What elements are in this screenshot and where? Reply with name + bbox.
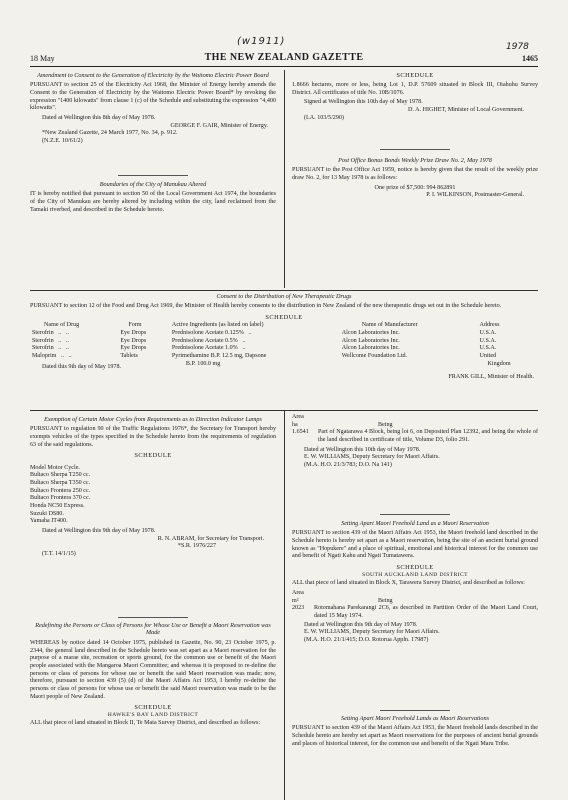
dated-line: Dated at Wellington this 9th day of May 1978. (304, 621, 418, 628)
list-item: Bultaco Frontera 250 cc. (30, 487, 91, 494)
drug-form: Tablets (120, 352, 138, 359)
list-item: Bultaco Frontera 370 cc. (30, 495, 91, 502)
notice-body: PURSUANT to section 439 of the Maori Affairs Act 1953, the Maori freehold lands described in the Schedule hereto are hereby set apart as Maori reservations for the purposes of ancient burial grounds and places of historical interest, for the common use and benefit of the Ngati Maru Tribe. (292, 725, 538, 747)
signature: GEORGE F. GAIR, Minister of Energy. (170, 122, 268, 129)
drug-ingredient: Pyrimethamine B.P. 12.5 mg, Dapsone (171, 352, 267, 359)
schedule-body: 1.8666 hectares, more or less, being Lot 1, D.P. 57609 situated in Block III, Otahuhu Survey District. All certificates of title No. 10B/1076. (292, 82, 538, 96)
list-item: Bultaco Sherpa T250 cc. (30, 472, 91, 479)
signature: P. I. WILKINSON, Postmaster-General. (426, 192, 524, 199)
drug-address: U.S.A. (479, 337, 497, 344)
notice-body: PURSUANT to section 439 of the Maori Affairs Act 1953, the Maori freehold land described in the Schedule hereto is hereby set apart as a Maori reservation, being the site of an ancient burial ground known as "Hopukere" and a place of spiritual, emotional and historical interest for the common use and benefit of Ngati Kahu and Ngati Tumatawera. (292, 530, 538, 560)
reservation-notice (292, 520, 538, 645)
schedule-heading: SCHEDULE (134, 704, 172, 712)
drug-manufacturer: Wellcome Foundation Ltd. (341, 352, 408, 359)
land-description: ALL that piece of land situated in Block II, Te Mata Survey District, and described as follows: (30, 720, 261, 727)
being-label: Being (378, 597, 393, 604)
land-description: Rotomahana Parekarangi 2C6, as described in Partition Order of the Maori Land Court, dated 15 May 1974. (314, 605, 538, 619)
area-label: Area (292, 589, 304, 596)
land-district: SOUTH AUCKLAND LAND DISTRICT (362, 572, 468, 579)
area-label: Area (292, 414, 304, 420)
masthead (30, 52, 538, 67)
handwritten-year: 1978 (506, 42, 529, 52)
issue-date: 18 May (30, 54, 55, 63)
footnote: *S.R. 1976/227 (177, 543, 216, 550)
dated-line: Dated at Wellington this 8th day of May 1978. (42, 115, 156, 122)
prize-line: One prize of $7,500: 994 862891 (374, 184, 456, 191)
reference: (T.T. 14/1/15) (42, 550, 76, 557)
notice-body: PURSUANT to section 25 of the Electricity Act 1968, the Minister of Energy hereby amends the Consent to the Generation of Electricity by the Waitomo Electric Power Board* by revoking the expression "1400 kilowatts" from clause 1 (c) of the Schedule and substituting the expression "4,400 kilowatts". (30, 82, 276, 112)
drug-form: Eye Drops (120, 337, 147, 344)
notice-title: Post Office Bonus Bonds Weekly Prize Draw No. 2, May 1978 (338, 157, 492, 164)
table-header-row (30, 322, 538, 330)
column-divider-bottom (284, 411, 285, 800)
schedule-heading: SCHEDULE (134, 452, 172, 460)
page-number: 1465 (522, 54, 538, 63)
drug-address: United (479, 352, 497, 359)
signature: E. W. WILLIAMS, Deputy Secretary for Maori Affairs. (304, 629, 440, 636)
table-row: Sterofrin .. .. Eye Drops Prednisolone Acetate 1.0% .. Alcon Laboratories Inc. U.S.A. (30, 345, 538, 353)
gazette-title: THE NEW ZEALAND GAZETTE (204, 52, 364, 63)
notice-body: PURSUANT to the Post Office Act 1959, notice is hereby given that the result of the weekly prize draw No. 2, for 13 May 1978 is as follows: (292, 167, 538, 182)
drug-name: Sterofrin (32, 329, 54, 336)
drug-address-cont: Kingdom (487, 360, 511, 367)
drug-ingredient: Prednisolone Acetate 0.125% (171, 329, 244, 336)
list-item: Model Motor Cycle. (30, 464, 80, 471)
drug-manufacturer: Alcon Laboratories Inc. (341, 337, 400, 344)
reference: (LA. 103/5/290) (304, 114, 344, 121)
notice-body: IT is hereby notified that pursuant to section 50 of the Local Government Act 1974, the boundaries of the City of Manukau are hereby altered by including within the city, land reclaimed from the Tamaki riverbed, and described in the Schedule hereto. (30, 191, 276, 213)
notice-title: Exemption of Certain Motor Cycles from Requirements as to Direction Indicator Lamps (44, 416, 262, 423)
notice-title: Consent to the Distribution of New Therapeutic Drugs (216, 293, 352, 300)
being-label: Being (378, 421, 393, 428)
dated-line: Dated at Wellington this 10th day of May 1978. (304, 446, 421, 453)
area-unit: ha (292, 421, 298, 428)
notice-title: Setting Apart Maori Freehold Land as a Maori Reservation (341, 520, 489, 527)
reference: (M.A. H.O. 21/3/783; D.O. Na 141) (304, 462, 392, 469)
list-item: Bultaco Sherpa T350 cc. (30, 479, 91, 486)
drug-name: Maloprim (32, 352, 57, 359)
land-description: ALL that piece of land situated in Block X, Tarawera Survey District, and described as follows: (292, 580, 525, 587)
land-description: Part of Ngatarawa 4 Block, being lot 6, on Deposited Plan 12392, and being the whole of the land described in certificate of title, Volume D3, folio 291. (318, 429, 538, 444)
handwritten-note: (w1911) (237, 36, 286, 47)
drug-ingredient-cont: B.P. 100.0 mg (185, 360, 221, 367)
motor-cycle-notice (30, 416, 276, 559)
list-item: Yamaha IT400. (30, 518, 68, 525)
table-row: Maloprim .. .. Tablets Pyrimethamine B.P. 12.5 mg, Dapsone B.P. 100.0 mg Wellcome Foundation Ltd. United Kingdom (32, 352, 511, 367)
motor-cycle-list (30, 465, 276, 526)
drug-ingredient: Prednisolone Acetate 1.0% (171, 345, 238, 352)
drug-manufacturer: Alcon Laboratories Inc. (341, 345, 400, 352)
dated-line: Dated at Wellington this 9th day of May 1978. (42, 527, 156, 534)
drug-ingredient: Prednisolone Acetate 0.5% (171, 337, 238, 344)
reference: (N.Z.E. 10/61/2) (42, 138, 83, 145)
footnote: *New Zealand Gazette, 24 March 1977, No. 34, p. 912. (42, 130, 178, 137)
drugs-notice (30, 293, 538, 382)
notice-body: PURSUANT to regulation 90 of the Traffic Regulations 1976*, the Secretary for Transport hereby exempts vehicles of the types specified in the Schedule hereto from the requirements of regulation 63 of the said regulations. (30, 426, 276, 448)
drug-schedule-table (30, 322, 538, 368)
drug-manufacturer: Alcon Laboratories Inc. (341, 329, 400, 336)
column-header: Address (479, 322, 500, 329)
notice-body: WHEREAS by notice dated 14 October 1975, published in Gazette, No. 90, 23 October 1975, p. 2344, the general land described in the Schedule hereto was set apart as a Maori reservation for the purpose of a marae site, recreation or sports ground, for the common use or benefit of the Maori people associated with the Mangaroa Maori Committee; and whereas it is proposed to re-define the persons or class of persons for whose use or benefit the said Maori reservation was made; now, therefore, pursuant to section 439 (5) (d) of the Maori Affairs Act 1953, I hereby re-define the persons or class of persons for whose use or benefit the said Maori reservation was made to be the Maori people of New Zealand. (30, 639, 276, 700)
drug-name: Sterofrin (32, 345, 54, 352)
drug-form: Eye Drops (120, 329, 147, 336)
signed-line: Signed at Wellington this 10th day of May 1978. (304, 99, 423, 106)
area-value: 1.6541 (292, 429, 309, 436)
drug-form: Eye Drops (120, 345, 147, 352)
notice-title: Amendment to Consent to the Generation of Electricity by the Waitomo Electric Power Board (37, 72, 269, 79)
dated-line: Dated this 9th day of May 1978. (42, 364, 122, 371)
section-rule (30, 290, 538, 291)
redefining-notice (30, 622, 276, 728)
signature: E. W. WILLIAMS, Deputy Secretary for Maori Affairs. (304, 454, 440, 461)
schedule-heading: SCHEDULE (396, 564, 434, 572)
manukau-schedule (292, 72, 538, 122)
notice-title: Redefining the Persons or Class of Persons for Whose Use or Benefit a Maori Reservation was Made (35, 622, 271, 637)
land-district: HAWKE'S BAY LAND DISTRICT (107, 712, 199, 719)
table-row: Sterofrin .. .. Eye Drops Prednisolone Acetate 0.5% .. Alcon Laboratories Inc. U.S.A. (30, 338, 538, 346)
drug-name: Sterofrin (32, 337, 54, 344)
signature: D. A. HIGHET, Minister of Local Government. (408, 107, 524, 114)
bonds-notice (292, 157, 538, 200)
electricity-notice (30, 72, 276, 146)
column-divider-top (284, 70, 285, 288)
area-value: 2023 (292, 605, 305, 612)
column-header: Form (128, 322, 142, 329)
column-header: Active Ingredients (as listed on label) (171, 322, 264, 329)
signature: FRANK GILL, Minister of Health. (448, 373, 534, 380)
manukau-notice (30, 181, 276, 214)
column-header: Name of Drug (44, 322, 80, 329)
signature: R. N. ABRAM, for Secretary for Transport. (157, 535, 264, 542)
notice-body: PURSUANT to section 12 of the Food and Drug Act 1969, the Minister of Health hereby consents to the distribution in New Zealand of the new therapeutic drugs set out in the Schedule hereto. (30, 303, 502, 310)
drug-address: U.S.A. (479, 329, 497, 336)
list-item: Suzuki DS80. (30, 510, 64, 517)
area-unit: m² (292, 597, 299, 604)
reservations-notice (292, 715, 538, 748)
drug-address: U.S.A. (479, 345, 497, 352)
schedule-heading: SCHEDULE (265, 314, 303, 322)
column-header: Name of Manufacturer (361, 322, 418, 329)
schedule-heading: SCHEDULE (396, 72, 434, 79)
area-entry (292, 414, 538, 470)
table-row: Sterofrin .. .. Eye Drops Prednisolone Acetate 0.125% .. Alcon Laboratories Inc. U.S.A. (30, 330, 538, 338)
reference: (M.A. H.O. 21/1/415; D.O. Rotorua Appln. 17987) (304, 636, 429, 643)
notice-title: Setting Apart Maori Freehold Lands as Maori Reservations (341, 715, 489, 722)
list-item: Honda NC50 Express. (30, 502, 85, 509)
notice-title: Boundaries of the City of Manukau Altered (99, 181, 207, 188)
